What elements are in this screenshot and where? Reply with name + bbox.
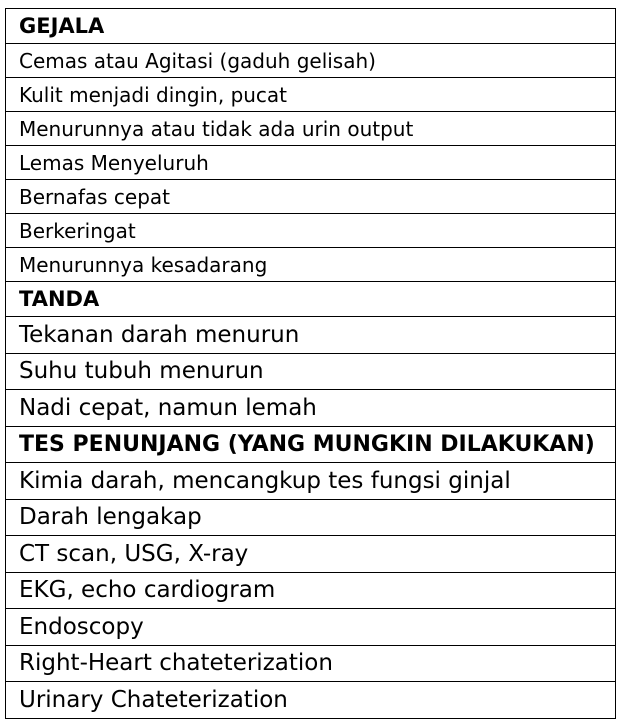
table-cell: Urinary Chateterization	[6, 682, 616, 719]
table-cell: Lemas Menyeluruh	[6, 146, 616, 180]
table-cell: Kimia darah, mencangkup tes fungsi ginjal	[6, 463, 616, 500]
table-cell: EKG, echo cardiogram	[6, 572, 616, 609]
table-row	[6, 463, 616, 500]
table-row	[6, 44, 616, 78]
section-heading-tes-penunjang: TES PENUNJANG (YANG MUNGKIN DILAKUKAN)	[6, 426, 616, 463]
table-cell: CT scan, USG, X-ray	[6, 536, 616, 573]
section-header-row	[6, 426, 616, 463]
section-heading-tanda: TANDA	[6, 282, 616, 317]
symptoms-signs-table	[5, 8, 616, 719]
table-cell: Darah lengakap	[6, 499, 616, 536]
table-row	[6, 146, 616, 180]
table-cell: Suhu tubuh menurun	[6, 353, 616, 390]
table-cell: Berkeringat	[6, 214, 616, 248]
table-cell: Cemas atau Agitasi (gaduh gelisah)	[6, 44, 616, 78]
table-cell: Menurunnya atau tidak ada urin output	[6, 112, 616, 146]
table-cell: Nadi cepat, namun lemah	[6, 390, 616, 427]
table-row	[6, 180, 616, 214]
table-row	[6, 645, 616, 682]
table-row	[6, 390, 616, 427]
table-row	[6, 499, 616, 536]
section-heading-gejala: GEJALA	[6, 9, 616, 44]
table-row	[6, 317, 616, 354]
table-row	[6, 609, 616, 646]
table-row	[6, 353, 616, 390]
table-row	[6, 536, 616, 573]
table-row	[6, 572, 616, 609]
table-cell: Right-Heart chateterization	[6, 645, 616, 682]
table-cell: Kulit menjadi dingin, pucat	[6, 78, 616, 112]
table-row	[6, 682, 616, 719]
section-header-row	[6, 282, 616, 317]
table-cell: Bernafas cepat	[6, 180, 616, 214]
table-row	[6, 248, 616, 282]
table-cell: Endoscopy	[6, 609, 616, 646]
table-cell: Menurunnya kesadarang	[6, 248, 616, 282]
table-cell: Tekanan darah menurun	[6, 317, 616, 354]
section-header-row	[6, 9, 616, 44]
table-row	[6, 78, 616, 112]
table-row	[6, 112, 616, 146]
table-row	[6, 214, 616, 248]
